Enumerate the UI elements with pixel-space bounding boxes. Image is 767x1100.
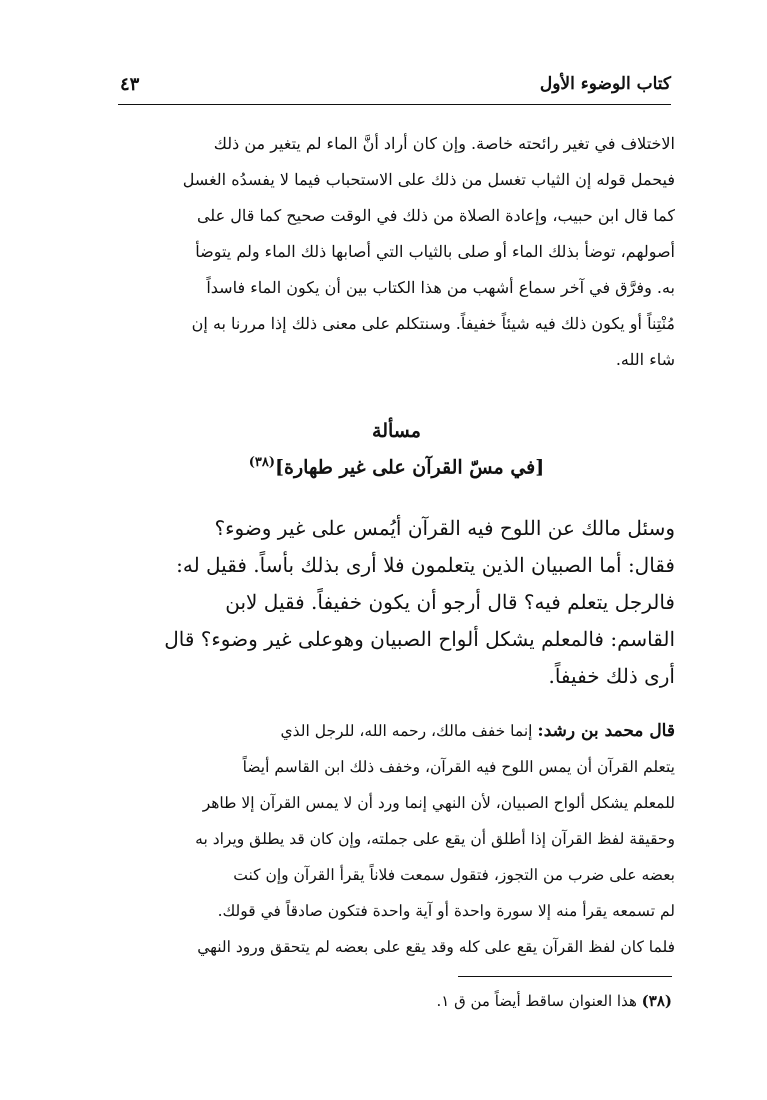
footnote-text: هذا العنوان ساقط أيضاً من ق ١.	[436, 992, 642, 1010]
page-number: ٤٣	[120, 74, 140, 95]
text-line: أرى ذلك خفيفاً.	[548, 664, 675, 688]
text-line: فالرجل يتعلم فيه؟ قال أرجو أن يكون خفيفاً. فقيل لابن	[225, 590, 675, 614]
commentary-first-line: إنما خفف مالك، رحمه الله، للرجل الذي	[280, 722, 538, 740]
text-line: أصولهم، توضأ بذلك الماء أو صلى بالثياب التي أصابها ذلك الماء ولم يتوضأ	[195, 242, 675, 261]
text-line: لم تسمعه يقرأ منه إلا سورة واحدة أو آية واحدة فتكون صادقاً في قولك.	[217, 902, 675, 920]
text-line: القاسم: فالمعلم يشكل ألواح الصبيان وهوعلى غير وضوء؟ قال	[164, 627, 675, 651]
section-heading: مسألة	[372, 420, 421, 442]
footnote-number: (٣٨)	[641, 992, 672, 1010]
text-line: مُنْتِناً أو يكون ذلك فيه شيئاً خفيفاً. وسنتكلم على معنى ذلك إذا مررنا به إن	[191, 314, 675, 333]
text-line: فقال: أما الصبيان الذين يتعلمون فلا أرى بذلك بأساً. فقيل له:	[176, 553, 675, 577]
text-line: فيحمل قوله إن الثياب تغسل من ذلك على الاستحباب فيما لا يفسدُه الغسل	[182, 170, 675, 189]
text-line: به. وفرَّق في آخر سماع أشهب من هذا الكتاب بين أن يكون الماء فاسداً	[206, 278, 675, 297]
footnote-separator	[458, 976, 672, 977]
text-line: الاختلاف في تغير رائحته خاصة. وإن كان أراد أنَّ الماء لم يتغير من ذلك	[213, 134, 675, 153]
text-line: وحقيقة لفظ القرآن إذا أطلق أن يقع على جملته، وإن كان قد يطلق ويراد به	[195, 830, 675, 848]
text-line	[118, 713, 675, 749]
running-header	[118, 72, 671, 105]
text-line: فلما كان لفظ القرآن يقع على كله وقد يقع على بعضه لم يتحقق ورود النهي	[197, 938, 675, 956]
footnote	[436, 992, 672, 1010]
footnote-reference: (٣٨)	[248, 455, 276, 470]
commentary-paragraph	[118, 713, 675, 965]
opening-paragraph	[118, 126, 675, 378]
subheading-text: [في مسّ القرآن على غير طهارة]	[275, 456, 545, 479]
section-subheading	[118, 455, 675, 478]
commentary-author: قال محمد بن رشد:	[537, 721, 675, 741]
text-line: وسئل مالك عن اللوح فيه القرآن أيُمس على غير وضوء؟	[214, 516, 675, 540]
text-line: شاء الله.	[615, 350, 675, 369]
question-text	[118, 510, 675, 695]
running-title: كتاب الوضوء الأول	[539, 74, 671, 94]
text-line: للمعلم يشكل ألواح الصبيان، لأن النهي إنما ورد أن لا يمس القرآن إلا طاهر	[202, 794, 675, 812]
text-line: كما قال ابن حبيب، وإعادة الصلاة من ذلك في الوقت صحيح كما قال على	[196, 206, 675, 225]
text-line: بعضه على ضرب من التجوز، فتقول سمعت فلاناً يقرأ القرآن وإن كنت	[233, 866, 675, 884]
text-line: يتعلم القرآن أن يمس اللوح فيه القرآن، وخفف ذلك ابن القاسم أيضاً	[242, 758, 675, 776]
